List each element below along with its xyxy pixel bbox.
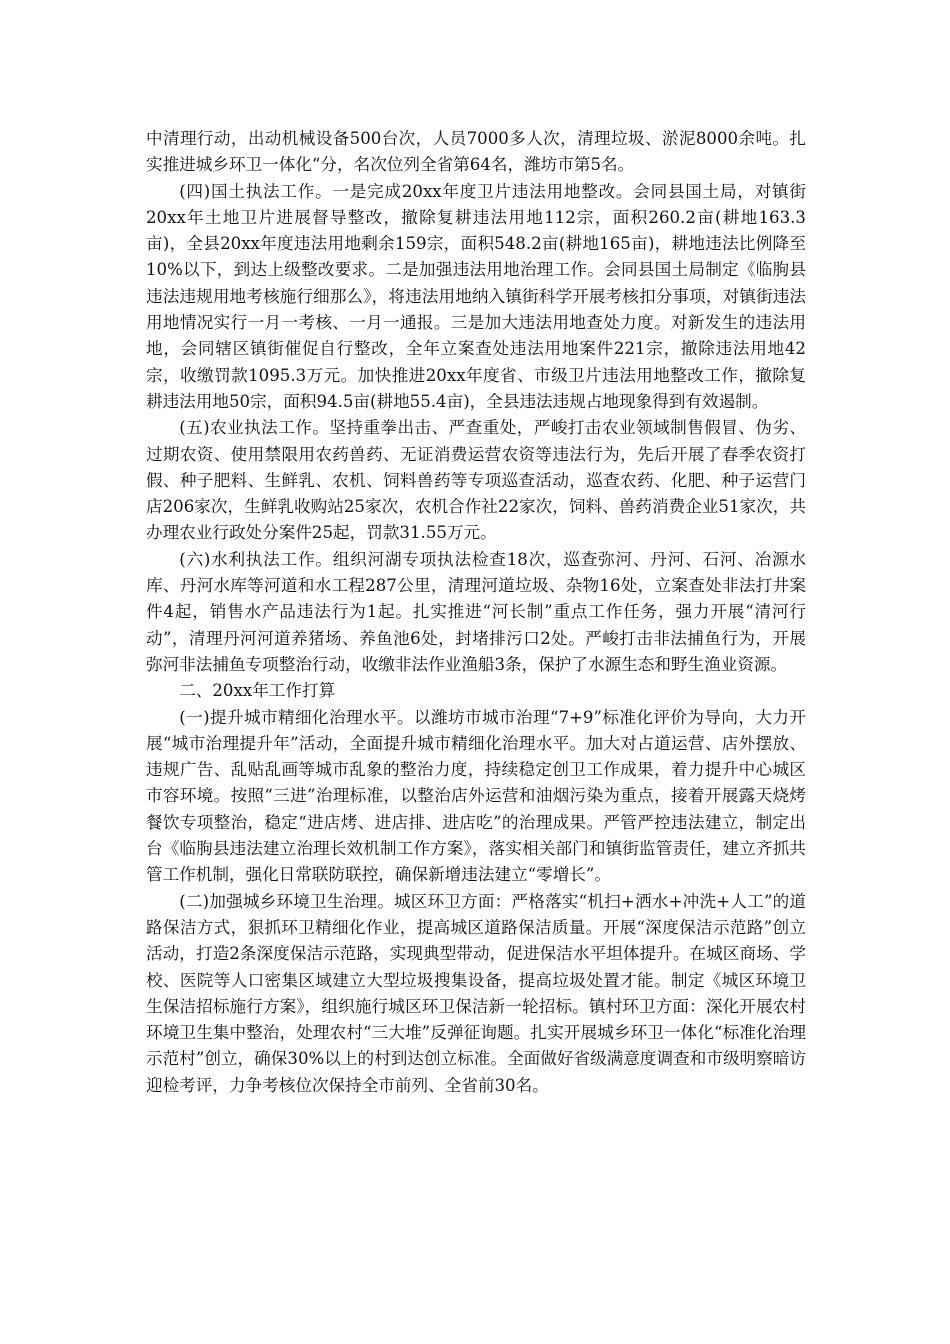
paragraph-water-enforcement: (六)水利执法工作。组织河湖专项执法检查18次，巡查弥河、丹河、石河、冶源水库、丹河水库等河道和水工程287公里，清理河道垃圾、杂物16处，立案查处非法打井案件4起，销售水产品违法行为1起。扎实推进“河长制”重点工作任务，强力开展“清河行动”，清理丹河河道养猪场、养鱼池6处，封堵排污口2处。严峻打击非法捕鱼行为，开展弥河非法捕鱼专项整治行动，收缴非法作业渔船3条，保护了水源生态和野生渔业资源。 xyxy=(146,549,806,674)
paragraph-agriculture-enforcement: (五)农业执法工作。坚持重拳出击、严查重处，严峻打击农业领域制售假冒、伪劣、过期农资、使用禁限用农药兽药、无证消费运营农资等违法行为，先后开展了春季农资打假、种子肥料、生鲜乳、农机、饲料兽药等专项巡查活动，巡查农药、化肥、种子运营门店206家次，生鲜乳收购站25家次，农机合作社22家次，饲料、兽药消费企业51家次，共办理农业行政处分案件25起，罚款31.55万元。 xyxy=(146,418,806,543)
paragraph-land-enforcement: (四)国土执法工作。一是完成20xx年度卫片违法用地整改。会同县国土局，对镇街20xx年土地卫片进展督导整改，撤除复耕违法用地112宗，面积260.2亩(耕地163.3亩)，全县20xx年度违法用地剩余159宗，面积548.2亩(耕地165亩)，耕地违法比例降至10%以下，到达上级整改要求。二是加强违法用地治理工作。会同县国土局制定《临朐县违法违规用地考核施行细那么》，将违法用地纳入镇街科学开展考核扣分事项，对镇街违法用地情况实行一月一考核、一月一通报。三是加大违法用地查处力度。对新发生的违法用地，会同辖区镇街催促自行整改，全年立案查处违法用地案件221宗，撤除违法用地42宗，收缴罚款1095.3万元。加快推进20xx年度省、市级卫片违法用地整改工作，撤除复耕违法用地50宗，面积94.5亩(耕地55.4亩)，全县违法违规占地现象得到有效遏制。 xyxy=(146,181,806,411)
document-body xyxy=(146,126,806,1099)
paragraph-environmental-sanitation: (二)加强城乡环境卫生治理。城区环卫方面：严格落实“机扫+洒水+冲洗+人工”的道路保洁方式，狠抓环卫精细化作业，提高城区道路保洁质量。开展“深度保洁示范路”创立活动，打造2条深度保洁示范路，实现典型带动，促进保洁水平坦体提升。在城区商场、学校、医院等人口密集区域建立大型垃圾搜集设备，提高垃圾处置才能。制定《城区环境卫生保洁招标施行方案》，组织施行城区环卫保洁新一轮招标。镇村环卫方面：深化开展农村环境卫生集中整治，处理农村“三大堆”反弹征询题。扎实开展城乡环卫一体化“标准化治理示范村”创立，确保30%以上的村到达创立标准。全面做好省级满意度调查和市级明察暗访迎检考评，力争考核位次保持全市前列、全省前30名。 xyxy=(146,891,806,1095)
paragraph-urban-cleanup-tail: 中清理行动，出动机械设备500台次，人员7000多人次，清理垃圾、淤泥8000余吨。扎实推进城乡环卫一体化“分，名次位列全省第64名，潍坊市第5名。 xyxy=(146,129,806,175)
section-heading-work-plan: 二、20xx年工作打算 xyxy=(179,681,336,701)
paragraph-urban-governance: (一)提升城市精细化治理水平。以潍坊市城市治理“7+9”标准化评价为导向，大力开展“城市治理提升年”活动，全面提升城市精细化治理水平。加大对占道运营、店外摆放、违规广告、乱贴乱画等城市乱象的整治力度，持续稳定创卫工作成果，着力提升中心城区市容环境。按照“三进”治理标准，以整治店外运营和油烟污染为重点，接着开展露天烧烤餐饮专项整治，稳定“进店烤、进店排、进店吃”的治理成果。严管严控违法建立，制定出台《临朐县违法建立治理长效机制工作方案》，落实相关部门和镇街监管责任，建立齐抓共管工作机制，强化日常联防联控，确保新增违法建立“零增长”。 xyxy=(146,707,806,885)
